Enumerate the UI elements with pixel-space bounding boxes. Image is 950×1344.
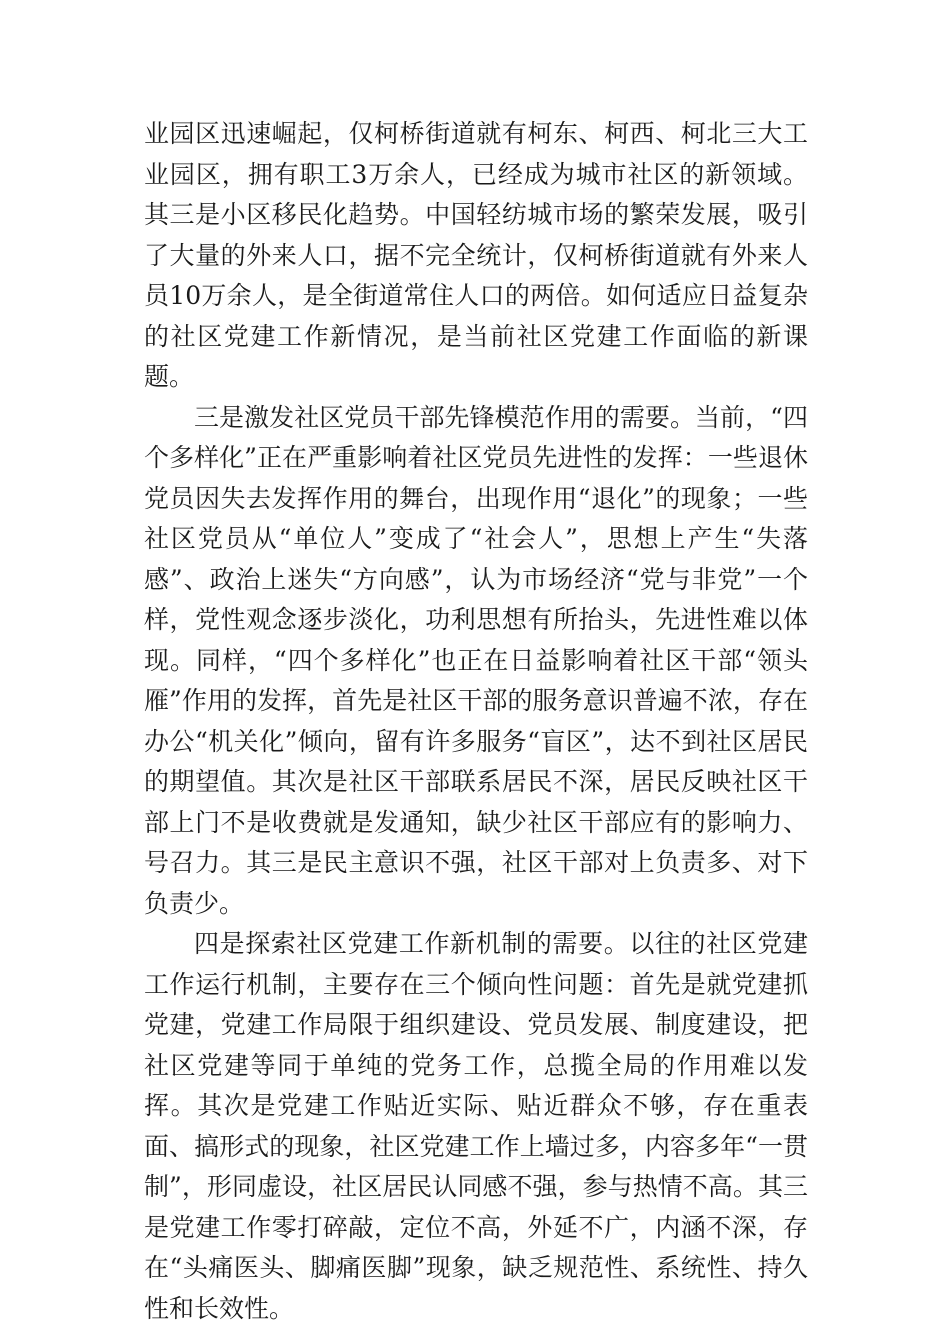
paragraph-3: 四是探索社区党建工作新机制的需要。以往的社区党建工作运行机制，主要存在三个倾向性问题：首先是就党建抓党建，党建工作局限于组织建设、党员发展、制度建设，把社区党建等同于单纯的党务工作，总揽全局的作用难以发挥。其次是党建工作贴近实际、贴近群众不够，存在重表面、搞形式的现象，社区党建工作上墙过多，内容多年“一贯制”，形同虚设，社区居民认同感不强，参与热情不高。其三是党建工作零打碎敲，定位不高，外延不广，内涵不深，存在“头痛医头、脚痛医脚”现象，缺乏规范性、系统性、持久性和长效性。	[144, 929, 808, 1323]
paragraph-2: 三是激发社区党员干部先锋模范作用的需要。当前，“四个多样化”正在严重影响着社区党员先进性的发挥：一些退休党员因失去发挥作用的舞台，出现作用“退化”的现象；一些社区党员从“单位人”变成了“社会人”，思想上产生“失落感”、政治上迷失“方向感”，认为市场经济“党与非党”一个样，党性观念逐步淡化，功利思想有所抬头，先进性难以体现。同样，“四个多样化”也正在日益影响着社区干部“领头雁”作用的发挥，首先是社区干部的服务意识普遍不浓，存在办公“机关化”倾向，留有许多服务“盲区”，达不到社区居民的期望值。其次是社区干部联系居民不深，居民反映社区干部上门不是收费就是发通知，缺少社区干部应有的影响力、号召力。其三是民主意识不强，社区干部对上负责多、对下负责少。	[144, 402, 808, 918]
document-body	[144, 114, 808, 1329]
paragraph-1: 业园区迅速崛起，仅柯桥街道就有柯东、柯西、柯北三大工业园区，拥有职工3万余人，已经成为城市社区的新领域。其三是小区移民化趋势。中国轻纺城市场的繁荣发展，吸引了大量的外来人口，据不完全统计，仅柯桥街道就有外来人员10万余人，是全街道常住人口的两倍。如何适应日益复杂的社区党建工作新情况，是当前社区党建工作面临的新课题。	[144, 119, 808, 391]
